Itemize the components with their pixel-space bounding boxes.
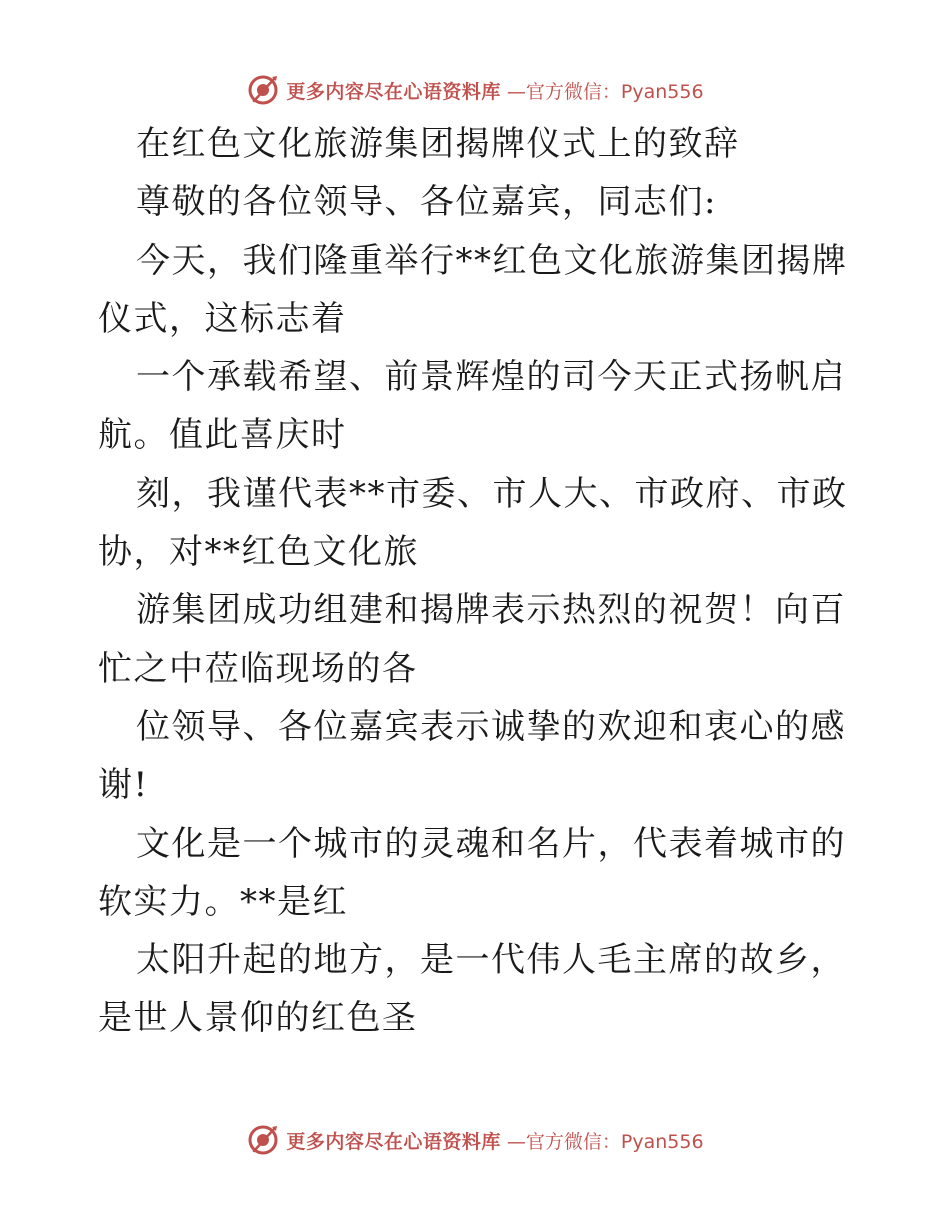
quill-pen-circle-icon bbox=[246, 73, 280, 107]
watermark-wechat: —官方微信：Pyan556 bbox=[506, 80, 704, 103]
salutation: 尊敬的各位领导、各位嘉宾，同志们: bbox=[136, 182, 717, 223]
body-paragraph: 今天，我们隆重举行**红色文化旅游集团揭牌仪式，这标志着 bbox=[98, 240, 848, 339]
document-body bbox=[98, 115, 858, 1048]
footer-watermark-banner bbox=[0, 1120, 950, 1160]
body-paragraph: 位领导、各位嘉宾表示诚挚的欢迎和衷心的感谢! bbox=[98, 706, 846, 806]
watermark-slogan: 更多内容尽在心语资料库 bbox=[286, 80, 501, 103]
body-paragraph: 文化是一个城市的灵魂和名片，代表着城市的软实力。**是红 bbox=[98, 823, 846, 922]
quill-pen-circle-icon bbox=[246, 1123, 280, 1157]
document-title: 在红色文化旅游集团揭牌仪式上的致辞 bbox=[136, 124, 740, 164]
body-paragraph: 游集团成功组建和揭牌表示热烈的祝贺！向百忙之中莅临现场的各 bbox=[98, 590, 846, 689]
watermark-slogan: 更多内容尽在心语资料库 bbox=[286, 1130, 501, 1153]
header-watermark-banner bbox=[0, 70, 950, 110]
body-paragraph: 太阳升起的地方，是一代伟人毛主席的故乡，是世人景仰的红色圣 bbox=[98, 940, 846, 1039]
body-paragraph: 刻，我谨代表**市委、市人大、市政府、市政协，对**红色文化旅 bbox=[98, 473, 848, 573]
watermark-wechat: —官方微信：Pyan556 bbox=[506, 1130, 704, 1153]
body-paragraph: 一个承载希望、前景辉煌的司今天正式扬帆启航。值此喜庆时 bbox=[98, 357, 846, 456]
